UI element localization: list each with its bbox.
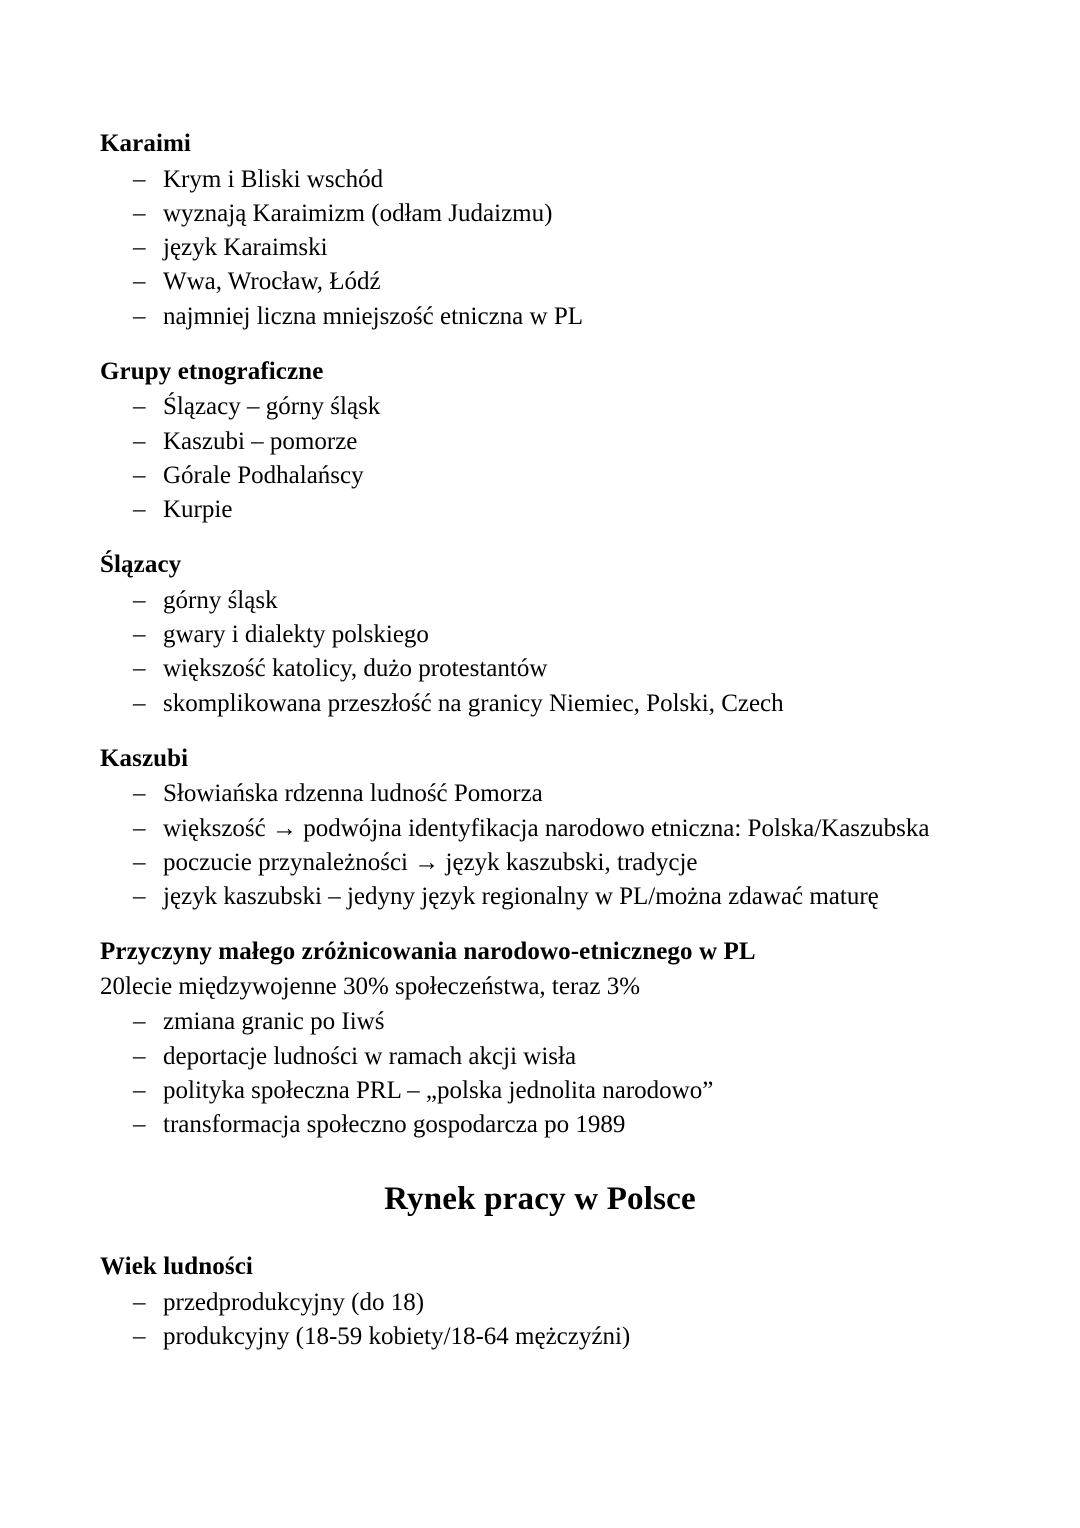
- list-item-text: Wwa, Wrocław, Łódź: [163, 268, 381, 296]
- list-item: [100, 163, 980, 197]
- list-item-text: gwary i dialekty polskiego: [163, 621, 429, 648]
- dash-bullet-icon: –: [133, 199, 146, 227]
- dash-bullet-icon: –: [133, 689, 146, 717]
- dash-bullet-icon: –: [133, 1008, 146, 1036]
- list-item-text: Kaszubi – pomorze: [163, 427, 358, 455]
- list-item: [100, 777, 980, 811]
- dash-bullet-icon: –: [133, 1288, 146, 1316]
- list-item: [100, 390, 980, 424]
- section-kaszubi: [100, 743, 980, 915]
- list-item-text: poczucie przynależności → język kaszubski, tradycje: [163, 848, 698, 876]
- list-item: [100, 1320, 980, 1354]
- dash-bullet-icon: –: [133, 655, 146, 683]
- list-item: [100, 687, 980, 721]
- dash-bullet-icon: –: [133, 393, 146, 421]
- dash-bullet-icon: –: [133, 427, 146, 455]
- dash-bullet-icon: –: [133, 165, 146, 193]
- section-heading: Wiek ludności: [100, 1253, 253, 1281]
- list-item-text: produkcyjny (18-59 kobiety/18-64 mężczyźni): [163, 1322, 631, 1350]
- section-lead-text: 20lecie międzywojenne 30% społeczeństwa, teraz 3%: [100, 972, 641, 1000]
- dash-bullet-icon: –: [133, 621, 146, 648]
- bullet-list: [100, 163, 980, 334]
- dash-bullet-icon: –: [133, 234, 146, 261]
- list-item: [100, 812, 980, 846]
- dash-bullet-icon: –: [133, 268, 146, 296]
- list-item: [100, 846, 980, 880]
- list-item-text: górny śląsk: [163, 586, 278, 614]
- list-item: [100, 425, 980, 459]
- list-item-text: język Karaimski: [163, 234, 328, 261]
- list-item: [100, 584, 980, 618]
- list-item: [100, 197, 980, 231]
- list-item: [100, 1286, 980, 1320]
- dash-bullet-icon: –: [133, 883, 146, 910]
- list-item: [100, 652, 980, 686]
- page-title: Rynek pracy w Polsce: [384, 1181, 696, 1218]
- list-item: [100, 493, 980, 527]
- bullet-list: [100, 584, 980, 721]
- section-wiek-ludnosci: [100, 1251, 980, 1354]
- list-item-text: Kurpie: [163, 496, 233, 523]
- dash-bullet-icon: –: [133, 586, 146, 614]
- list-item-text: przedprodukcyjny (do 18): [163, 1288, 425, 1316]
- list-item-text: Górale Podhalańscy: [163, 461, 364, 489]
- list-item-text: zmiana granic po Iiwś: [163, 1008, 385, 1036]
- bullet-list: [100, 1005, 980, 1142]
- list-item: [100, 1005, 980, 1039]
- section-heading: Kaszubi: [100, 744, 189, 772]
- dash-bullet-icon: –: [133, 780, 146, 808]
- dash-bullet-icon: –: [133, 1111, 146, 1138]
- list-item: [100, 1074, 980, 1108]
- list-item: [100, 1108, 980, 1142]
- dash-bullet-icon: –: [133, 848, 146, 876]
- section-heading: Przyczyny małego zróżnicowania narodowo-etnicznego w PL: [100, 938, 756, 966]
- list-item: [100, 618, 980, 652]
- list-item-text: polityka społeczna PRL – „polska jednolita narodowo”: [163, 1076, 714, 1104]
- section-heading: Grupy etnograficzne: [100, 357, 324, 385]
- section-grupy-etnograficzne: [100, 356, 980, 528]
- list-item: [100, 231, 980, 265]
- list-item: [100, 1040, 980, 1074]
- list-item-text: wyznają Karaimizm (odłam Judaizmu): [163, 199, 553, 227]
- list-item-text: deportacje ludności w ramach akcji wisła: [163, 1042, 577, 1070]
- dash-bullet-icon: –: [133, 302, 146, 330]
- section-slazacy: [100, 549, 980, 721]
- list-item-text: Krym i Bliski wschód: [163, 165, 384, 193]
- list-item-text: większość → podwójna identyfikacja narodowo etniczna: Polska/Kaszubska: [163, 814, 930, 842]
- bullet-list: [100, 390, 980, 527]
- section-karaimi: [100, 128, 980, 334]
- dash-bullet-icon: –: [133, 1322, 146, 1350]
- dash-bullet-icon: –: [133, 496, 146, 523]
- bullet-list: [100, 1286, 980, 1355]
- list-item-text: transformacja społeczno gospodarcza po 1989: [163, 1111, 626, 1138]
- dash-bullet-icon: –: [133, 814, 146, 842]
- bullet-list: [100, 777, 980, 914]
- section-przyczyny: [100, 936, 980, 1142]
- list-item: [100, 265, 980, 299]
- dash-bullet-icon: –: [133, 461, 146, 489]
- list-item: [100, 459, 980, 493]
- list-item-text: skomplikowana przeszłość na granicy Niemiec, Polski, Czech: [163, 689, 784, 717]
- list-item-text: Słowiańska rdzenna ludność Pomorza: [163, 780, 543, 808]
- list-item-text: najmniej liczna mniejszość etniczna w PL: [163, 302, 583, 330]
- list-item: [100, 880, 980, 914]
- dash-bullet-icon: –: [133, 1076, 146, 1104]
- dash-bullet-icon: –: [133, 1042, 146, 1070]
- section-heading: Karaimi: [100, 130, 191, 157]
- list-item-text: Ślązacy – górny śląsk: [163, 393, 381, 421]
- list-item: [100, 300, 980, 334]
- list-item-text: język kaszubski – jedyny język regionalny w PL/można zdawać maturę: [163, 883, 879, 910]
- list-item-text: większość katolicy, dużo protestantów: [163, 655, 548, 683]
- section-heading: Ślązacy: [100, 551, 182, 579]
